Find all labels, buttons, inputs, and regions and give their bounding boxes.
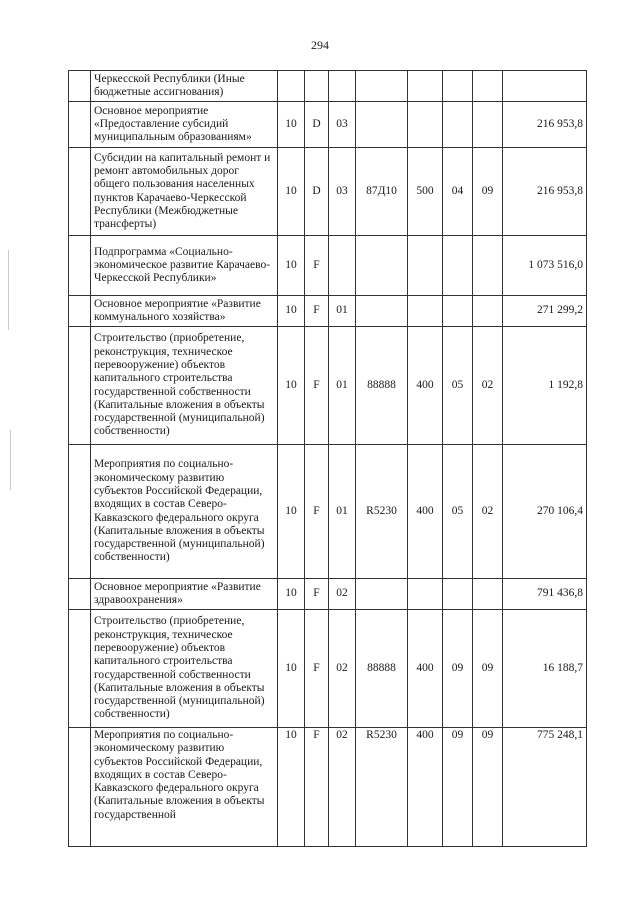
expense-type-code: 400: [408, 728, 443, 847]
event-code: [329, 236, 356, 296]
section-code: 04: [443, 148, 473, 236]
row-marker-cell: [69, 296, 91, 327]
row-marker-cell: [69, 445, 91, 579]
subprogram-code: F: [305, 728, 329, 847]
section-code: [443, 236, 473, 296]
page-number: 294: [311, 38, 329, 52]
item-name: Субсидии на капитальный ремонт и ремонт автомобильных дорог общего пользования населенных пунктов Карачаево-Черкесской Республики (Межбюджетные трансферты): [91, 148, 278, 236]
amount: 16 188,7: [503, 610, 587, 728]
direction-code: 87Д10: [356, 148, 408, 236]
expense-type-code: [408, 236, 443, 296]
event-code: [329, 71, 356, 102]
section-code: [443, 296, 473, 327]
subprogram-code: F: [305, 579, 329, 610]
event-code: 03: [329, 148, 356, 236]
item-name: Черкесской Республики (Иные бюджетные ассигнования): [91, 71, 278, 102]
section-code: [443, 102, 473, 148]
subprogram-code: F: [305, 327, 329, 445]
table-row: [69, 327, 587, 445]
section-code: 09: [443, 728, 473, 847]
row-marker-cell: [69, 579, 91, 610]
row-marker-cell: [69, 236, 91, 296]
item-name: Основное мероприятие «Развитие коммунального хозяйства»: [91, 296, 278, 327]
item-name: Строительство (приобретение, реконструкция, техническое перевооружение) объектов капитального строительства государственной собственности (Капитальные вложения в объекты государственной (муниципальной) собственности): [91, 610, 278, 728]
direction-code: R5230: [356, 728, 408, 847]
table-row: [69, 236, 587, 296]
amount: 775 248,1: [503, 728, 587, 847]
event-code: 01: [329, 327, 356, 445]
event-code: 01: [329, 445, 356, 579]
direction-code: [356, 296, 408, 327]
program-code: 10: [278, 148, 305, 236]
event-code: 02: [329, 579, 356, 610]
subsection-code: 09: [473, 728, 503, 847]
expense-type-code: [408, 71, 443, 102]
section-code: [443, 71, 473, 102]
subsection-code: [473, 102, 503, 148]
amount: 1 192,8: [503, 327, 587, 445]
subsection-code: 02: [473, 445, 503, 579]
budget-table: [68, 70, 587, 847]
program-code: 10: [278, 102, 305, 148]
direction-code: [356, 71, 408, 102]
expense-type-code: 400: [408, 327, 443, 445]
table-row: [69, 148, 587, 236]
subprogram-code: F: [305, 236, 329, 296]
table-row: [69, 610, 587, 728]
item-name: Подпрограмма «Социально-экономическое развитие Карачаево-Черкесской Республики»: [91, 236, 278, 296]
program-code: 10: [278, 445, 305, 579]
scan-edge-mark: [10, 430, 11, 490]
row-marker-cell: [69, 148, 91, 236]
section-code: 05: [443, 445, 473, 579]
row-marker-cell: [69, 102, 91, 148]
table-row: [69, 579, 587, 610]
item-name: Основное мероприятие «Предоставление субсидий муниципальным образованиям»: [91, 102, 278, 148]
event-code: 01: [329, 296, 356, 327]
subprogram-code: F: [305, 445, 329, 579]
table-row: [69, 445, 587, 579]
program-code: 10: [278, 579, 305, 610]
item-name: Мероприятия по социально-экономическому развитию субъектов Российской Федерации, входящих в состав Северо-Кавказского федерального округа (Капитальные вложения в объекты государственной (муниципальной) собственности): [91, 445, 278, 579]
item-name: Мероприятия по социально-экономическому развитию субъектов Российской Федерации, входящих в состав Северо-Кавказского федерального округа (Капитальные вложения в объекты государственной: [91, 728, 278, 847]
subsection-code: 09: [473, 610, 503, 728]
amount: 216 953,8: [503, 148, 587, 236]
amount: 270 106,4: [503, 445, 587, 579]
row-marker-cell: [69, 71, 91, 102]
table-row: [69, 102, 587, 148]
subsection-code: 02: [473, 327, 503, 445]
subprogram-code: [305, 71, 329, 102]
subprogram-code: F: [305, 296, 329, 327]
table-row: [69, 296, 587, 327]
scan-edge-mark: [8, 250, 9, 330]
program-code: 10: [278, 296, 305, 327]
subsection-code: [473, 579, 503, 610]
amount: 1 073 516,0: [503, 236, 587, 296]
item-name: Строительство (приобретение, реконструкция, техническое перевооружение) объектов капитального строительства государственной собственности (Капитальные вложения в объекты государственной (муниципальной) собственности): [91, 327, 278, 445]
direction-code: [356, 579, 408, 610]
program-code: 10: [278, 327, 305, 445]
event-code: 02: [329, 728, 356, 847]
expense-type-code: [408, 102, 443, 148]
amount: 216 953,8: [503, 102, 587, 148]
table-row: [69, 728, 587, 847]
section-code: 05: [443, 327, 473, 445]
section-code: [443, 579, 473, 610]
program-code: 10: [278, 728, 305, 847]
amount: [503, 71, 587, 102]
subsection-code: [473, 71, 503, 102]
expense-type-code: 400: [408, 445, 443, 579]
direction-code: R5230: [356, 445, 408, 579]
subsection-code: [473, 236, 503, 296]
program-code: [278, 71, 305, 102]
expense-type-code: [408, 579, 443, 610]
event-code: 02: [329, 610, 356, 728]
expense-type-code: 400: [408, 610, 443, 728]
event-code: 03: [329, 102, 356, 148]
row-marker-cell: [69, 728, 91, 847]
direction-code: [356, 102, 408, 148]
program-code: 10: [278, 610, 305, 728]
amount: 271 299,2: [503, 296, 587, 327]
section-code: 09: [443, 610, 473, 728]
subprogram-code: F: [305, 610, 329, 728]
expense-type-code: [408, 296, 443, 327]
subsection-code: [473, 296, 503, 327]
direction-code: 88888: [356, 327, 408, 445]
item-name: Основное мероприятие «Развитие здравоохранения»: [91, 579, 278, 610]
row-marker-cell: [69, 327, 91, 445]
subprogram-code: D: [305, 102, 329, 148]
program-code: 10: [278, 236, 305, 296]
direction-code: [356, 236, 408, 296]
table-row: [69, 71, 587, 102]
subprogram-code: D: [305, 148, 329, 236]
expense-type-code: 500: [408, 148, 443, 236]
row-marker-cell: [69, 610, 91, 728]
direction-code: 88888: [356, 610, 408, 728]
subsection-code: 09: [473, 148, 503, 236]
amount: 791 436,8: [503, 579, 587, 610]
